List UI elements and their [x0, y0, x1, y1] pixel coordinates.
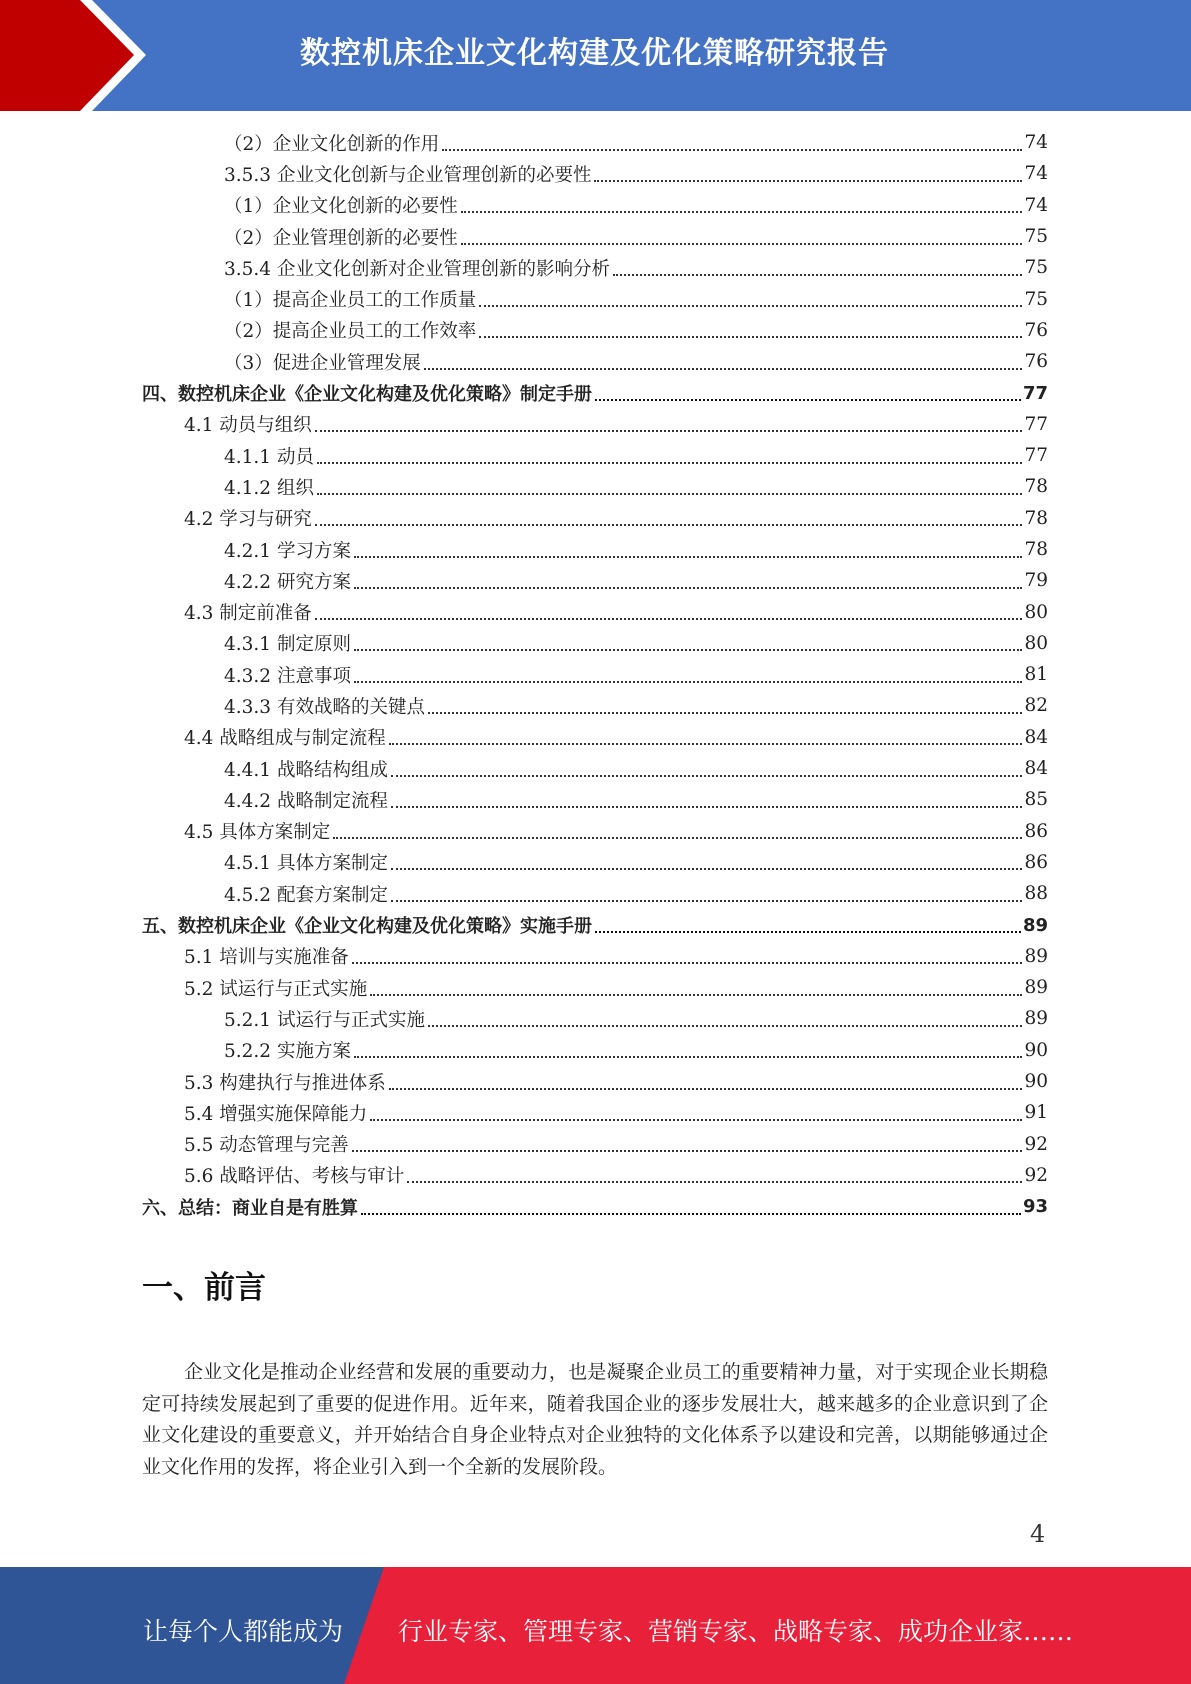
section-paragraph: 企业文化是推动企业经营和发展的重要动力，也是凝聚企业员工的重要精神力量，对于实现企业长期稳定可持续发展起到了重要的促进作用。近年来，随着我国企业的逐步发展壮大，越来越多的企业意识到了企业文化建设的重要意义，并开始结合自身企业特点对企业独特的文化体系予以建设和完善，以期能够通过企业文化作用的发挥，将企业引入到一个全新的发展阶段。	[142, 1361, 1048, 1478]
toc-entry[interactable]	[142, 283, 1048, 314]
toc-dot-leader	[442, 149, 1022, 151]
toc-entry-page: 77	[1022, 382, 1048, 404]
toc-entry-page: 90	[1024, 1039, 1048, 1061]
toc-entry-page: 81	[1024, 664, 1048, 686]
toc-entry-page: 74	[1024, 163, 1048, 185]
toc-entry-title: 5.2.2 实施方案	[224, 1041, 351, 1063]
toc-entry-title: 4.2.1 学习方案	[224, 540, 351, 562]
toc-entry-title: 5.5 动态管理与完善	[184, 1135, 349, 1157]
toc-entry-title: （1）企业文化创新的必要性	[224, 196, 458, 218]
toc-entry[interactable]	[142, 1066, 1048, 1097]
toc-entry[interactable]	[142, 409, 1048, 440]
toc-dot-leader	[407, 1181, 1022, 1183]
toc-entry[interactable]	[142, 315, 1048, 346]
toc-dot-leader	[315, 524, 1023, 526]
toc-entry-page: 88	[1024, 883, 1048, 905]
toc-dot-leader	[354, 649, 1023, 651]
header-arrow-decoration	[0, 0, 160, 111]
footer-slogan-left: 让每个人都能成为	[143, 1617, 344, 1646]
page-number: 4	[1030, 1520, 1046, 1548]
toc-dot-leader	[594, 180, 1022, 182]
toc-entry-page: 89	[1024, 977, 1048, 999]
toc-entry[interactable]	[142, 1160, 1048, 1191]
toc-entry-title: 5.2 试运行与正式实施	[184, 978, 368, 1000]
toc-entry[interactable]	[142, 1097, 1048, 1128]
toc-entry-title: 4.3 制定前准备	[184, 603, 312, 625]
toc-dot-leader	[317, 462, 1023, 464]
toc-dot-leader	[315, 618, 1023, 620]
toc-entry[interactable]	[142, 972, 1048, 1003]
toc-entry-title: 5.1 培训与实施准备	[184, 947, 349, 969]
toc-entry-page: 78	[1024, 507, 1048, 529]
toc-entry-title: （3）促进企业管理发展	[224, 352, 421, 374]
toc-entry[interactable]	[142, 628, 1048, 659]
toc-dot-leader	[354, 1056, 1023, 1058]
toc-dot-leader	[428, 1025, 1022, 1027]
toc-entry[interactable]	[142, 941, 1048, 972]
toc-entry[interactable]	[142, 596, 1048, 627]
toc-entry[interactable]	[142, 252, 1048, 283]
toc-entry-title: 4.5 具体方案制定	[184, 822, 331, 844]
toc-entry[interactable]	[142, 1035, 1048, 1066]
toc-dot-leader	[352, 1150, 1023, 1152]
toc-entry-page: 84	[1024, 726, 1048, 748]
toc-entry-page: 75	[1024, 226, 1048, 248]
toc-dot-leader	[479, 336, 1022, 338]
document-title: 数控机床企业文化构建及优化策略研究报告	[300, 36, 889, 71]
toc-entry[interactable]	[142, 1003, 1048, 1034]
table-of-contents	[142, 127, 1048, 1222]
toc-dot-leader	[370, 1119, 1022, 1121]
toc-entry-page: 77	[1024, 445, 1048, 467]
toc-entry-title: 5.2.1 试运行与正式实施	[224, 1009, 425, 1031]
toc-entry[interactable]	[142, 816, 1048, 847]
toc-entry-title: 3.5.4 企业文化创新对企业管理创新的影响分析	[224, 258, 610, 280]
toc-dot-leader	[354, 556, 1023, 558]
toc-dot-leader	[333, 837, 1022, 839]
toc-entry-title: 4.5.1 具体方案制定	[224, 853, 388, 875]
toc-entry-page: 76	[1024, 319, 1048, 341]
toc-entry-page: 75	[1024, 257, 1048, 279]
toc-entry-title: 4.2.2 研究方案	[224, 571, 351, 593]
toc-entry[interactable]	[142, 127, 1048, 158]
toc-entry-page: 89	[1022, 914, 1048, 936]
toc-entry-title: 4.4.1 战略结构组成	[224, 759, 388, 781]
toc-dot-leader	[424, 368, 1023, 370]
page-footer	[0, 1567, 1191, 1684]
section-heading: 一、前言	[142, 1270, 266, 1306]
toc-entry[interactable]	[142, 565, 1048, 596]
toc-entry-title: 3.5.3 企业文化创新与企业管理创新的必要性	[224, 164, 592, 186]
toc-dot-leader	[595, 931, 1021, 933]
toc-dot-leader	[370, 994, 1022, 996]
toc-entry-page: 89	[1024, 1008, 1048, 1030]
toc-entry[interactable]	[142, 503, 1048, 534]
toc-dot-leader	[613, 274, 1022, 276]
toc-dot-leader	[317, 493, 1023, 495]
toc-entry-page: 77	[1024, 413, 1048, 435]
toc-entry-page: 86	[1024, 820, 1048, 842]
toc-entry-title: 5.4 增强实施保障能力	[184, 1103, 368, 1125]
toc-entry[interactable]	[142, 722, 1048, 753]
toc-entry-title: 4.1 动员与组织	[184, 415, 312, 437]
toc-entry-title: 六、总结：商业自是有胜算	[142, 1197, 358, 1219]
toc-dot-leader	[428, 712, 1022, 714]
toc-entry-title: 4.1.1 动员	[224, 446, 314, 468]
toc-entry-title: 4.5.2 配套方案制定	[224, 884, 388, 906]
toc-entry-title: 4.2 学习与研究	[184, 509, 312, 531]
toc-entry[interactable]	[142, 158, 1048, 189]
toc-entry[interactable]	[142, 909, 1048, 940]
toc-dot-leader	[391, 900, 1022, 902]
toc-dot-leader	[389, 743, 1023, 745]
footer-slogan-right: 行业专家、管理专家、营销专家、战略专家、成功企业家……	[398, 1617, 1074, 1646]
toc-entry-page: 76	[1024, 351, 1048, 373]
toc-entry-page: 82	[1024, 695, 1048, 717]
toc-entry-title: 5.6 战略评估、考核与审计	[184, 1166, 405, 1188]
toc-entry[interactable]	[142, 878, 1048, 909]
toc-entry-page: 74	[1024, 132, 1048, 154]
toc-entry[interactable]	[142, 690, 1048, 721]
toc-dot-leader	[391, 775, 1022, 777]
toc-entry-page: 92	[1024, 1164, 1048, 1186]
toc-entry-title: 4.3.2 注意事项	[224, 665, 351, 687]
toc-dot-leader	[354, 587, 1023, 589]
toc-entry[interactable]	[142, 534, 1048, 565]
toc-entry-page: 93	[1022, 1196, 1048, 1218]
toc-entry-title: 4.3.3 有效战略的关键点	[224, 696, 425, 718]
toc-entry-page: 79	[1024, 570, 1048, 592]
toc-entry-page: 91	[1024, 1102, 1048, 1124]
toc-entry-title: 4.1.2 组织	[224, 477, 314, 499]
toc-entry-page: 74	[1024, 194, 1048, 216]
toc-entry[interactable]	[142, 221, 1048, 252]
toc-entry-page: 78	[1024, 539, 1048, 560]
toc-entry[interactable]	[142, 440, 1048, 471]
toc-entry-title: （2）企业管理创新的必要性	[224, 227, 458, 249]
toc-entry-page: 85	[1024, 789, 1048, 811]
toc-entry-page: 80	[1024, 601, 1048, 623]
toc-entry[interactable]	[142, 190, 1048, 221]
toc-dot-leader	[352, 962, 1023, 964]
toc-dot-leader	[315, 430, 1023, 432]
toc-dot-leader	[391, 868, 1022, 870]
toc-entry[interactable]	[142, 753, 1048, 784]
toc-entry-page: 80	[1024, 632, 1048, 654]
toc-entry[interactable]	[142, 1191, 1048, 1222]
toc-entry[interactable]	[142, 377, 1048, 408]
toc-entry-title: 五、数控机床企业《企业文化构建及优化策略》实施手册	[142, 916, 592, 938]
toc-dot-leader	[389, 1088, 1023, 1090]
toc-dot-leader	[354, 681, 1023, 683]
toc-entry[interactable]	[142, 847, 1048, 878]
toc-entry-title: （2）企业文化创新的作用	[224, 133, 440, 155]
toc-dot-leader	[479, 305, 1022, 307]
toc-entry-title: 4.4.2 战略制定流程	[224, 790, 388, 812]
toc-entry-title: 4.4 战略组成与制定流程	[184, 728, 386, 750]
toc-entry[interactable]	[142, 346, 1048, 377]
toc-entry-title: 四、数控机床企业《企业文化构建及优化策略》制定手册	[142, 384, 592, 406]
toc-entry-title: （2）提高企业员工的工作效率	[224, 321, 477, 343]
toc-entry-title: 5.3 构建执行与推进体系	[184, 1072, 386, 1094]
toc-entry-title: （1）提高企业员工的工作质量	[224, 290, 477, 312]
toc-dot-leader	[595, 399, 1021, 401]
toc-entry[interactable]	[142, 471, 1048, 502]
toc-entry[interactable]	[142, 659, 1048, 690]
toc-entry-page: 89	[1024, 945, 1048, 967]
toc-entry-page: 90	[1024, 1071, 1048, 1093]
page-header	[0, 0, 1191, 111]
toc-dot-leader	[391, 806, 1022, 808]
toc-entry-page: 75	[1024, 288, 1048, 310]
toc-entry[interactable]	[142, 784, 1048, 815]
toc-entry-page: 92	[1024, 1133, 1048, 1155]
toc-entry-page: 86	[1024, 851, 1048, 873]
toc-entry[interactable]	[142, 1129, 1048, 1160]
toc-dot-leader	[461, 243, 1023, 245]
toc-entry-page: 84	[1024, 758, 1048, 780]
toc-entry-page: 78	[1024, 476, 1048, 498]
toc-dot-leader	[361, 1213, 1021, 1215]
toc-dot-leader	[461, 211, 1023, 213]
toc-entry-title: 4.3.1 制定原则	[224, 634, 351, 656]
